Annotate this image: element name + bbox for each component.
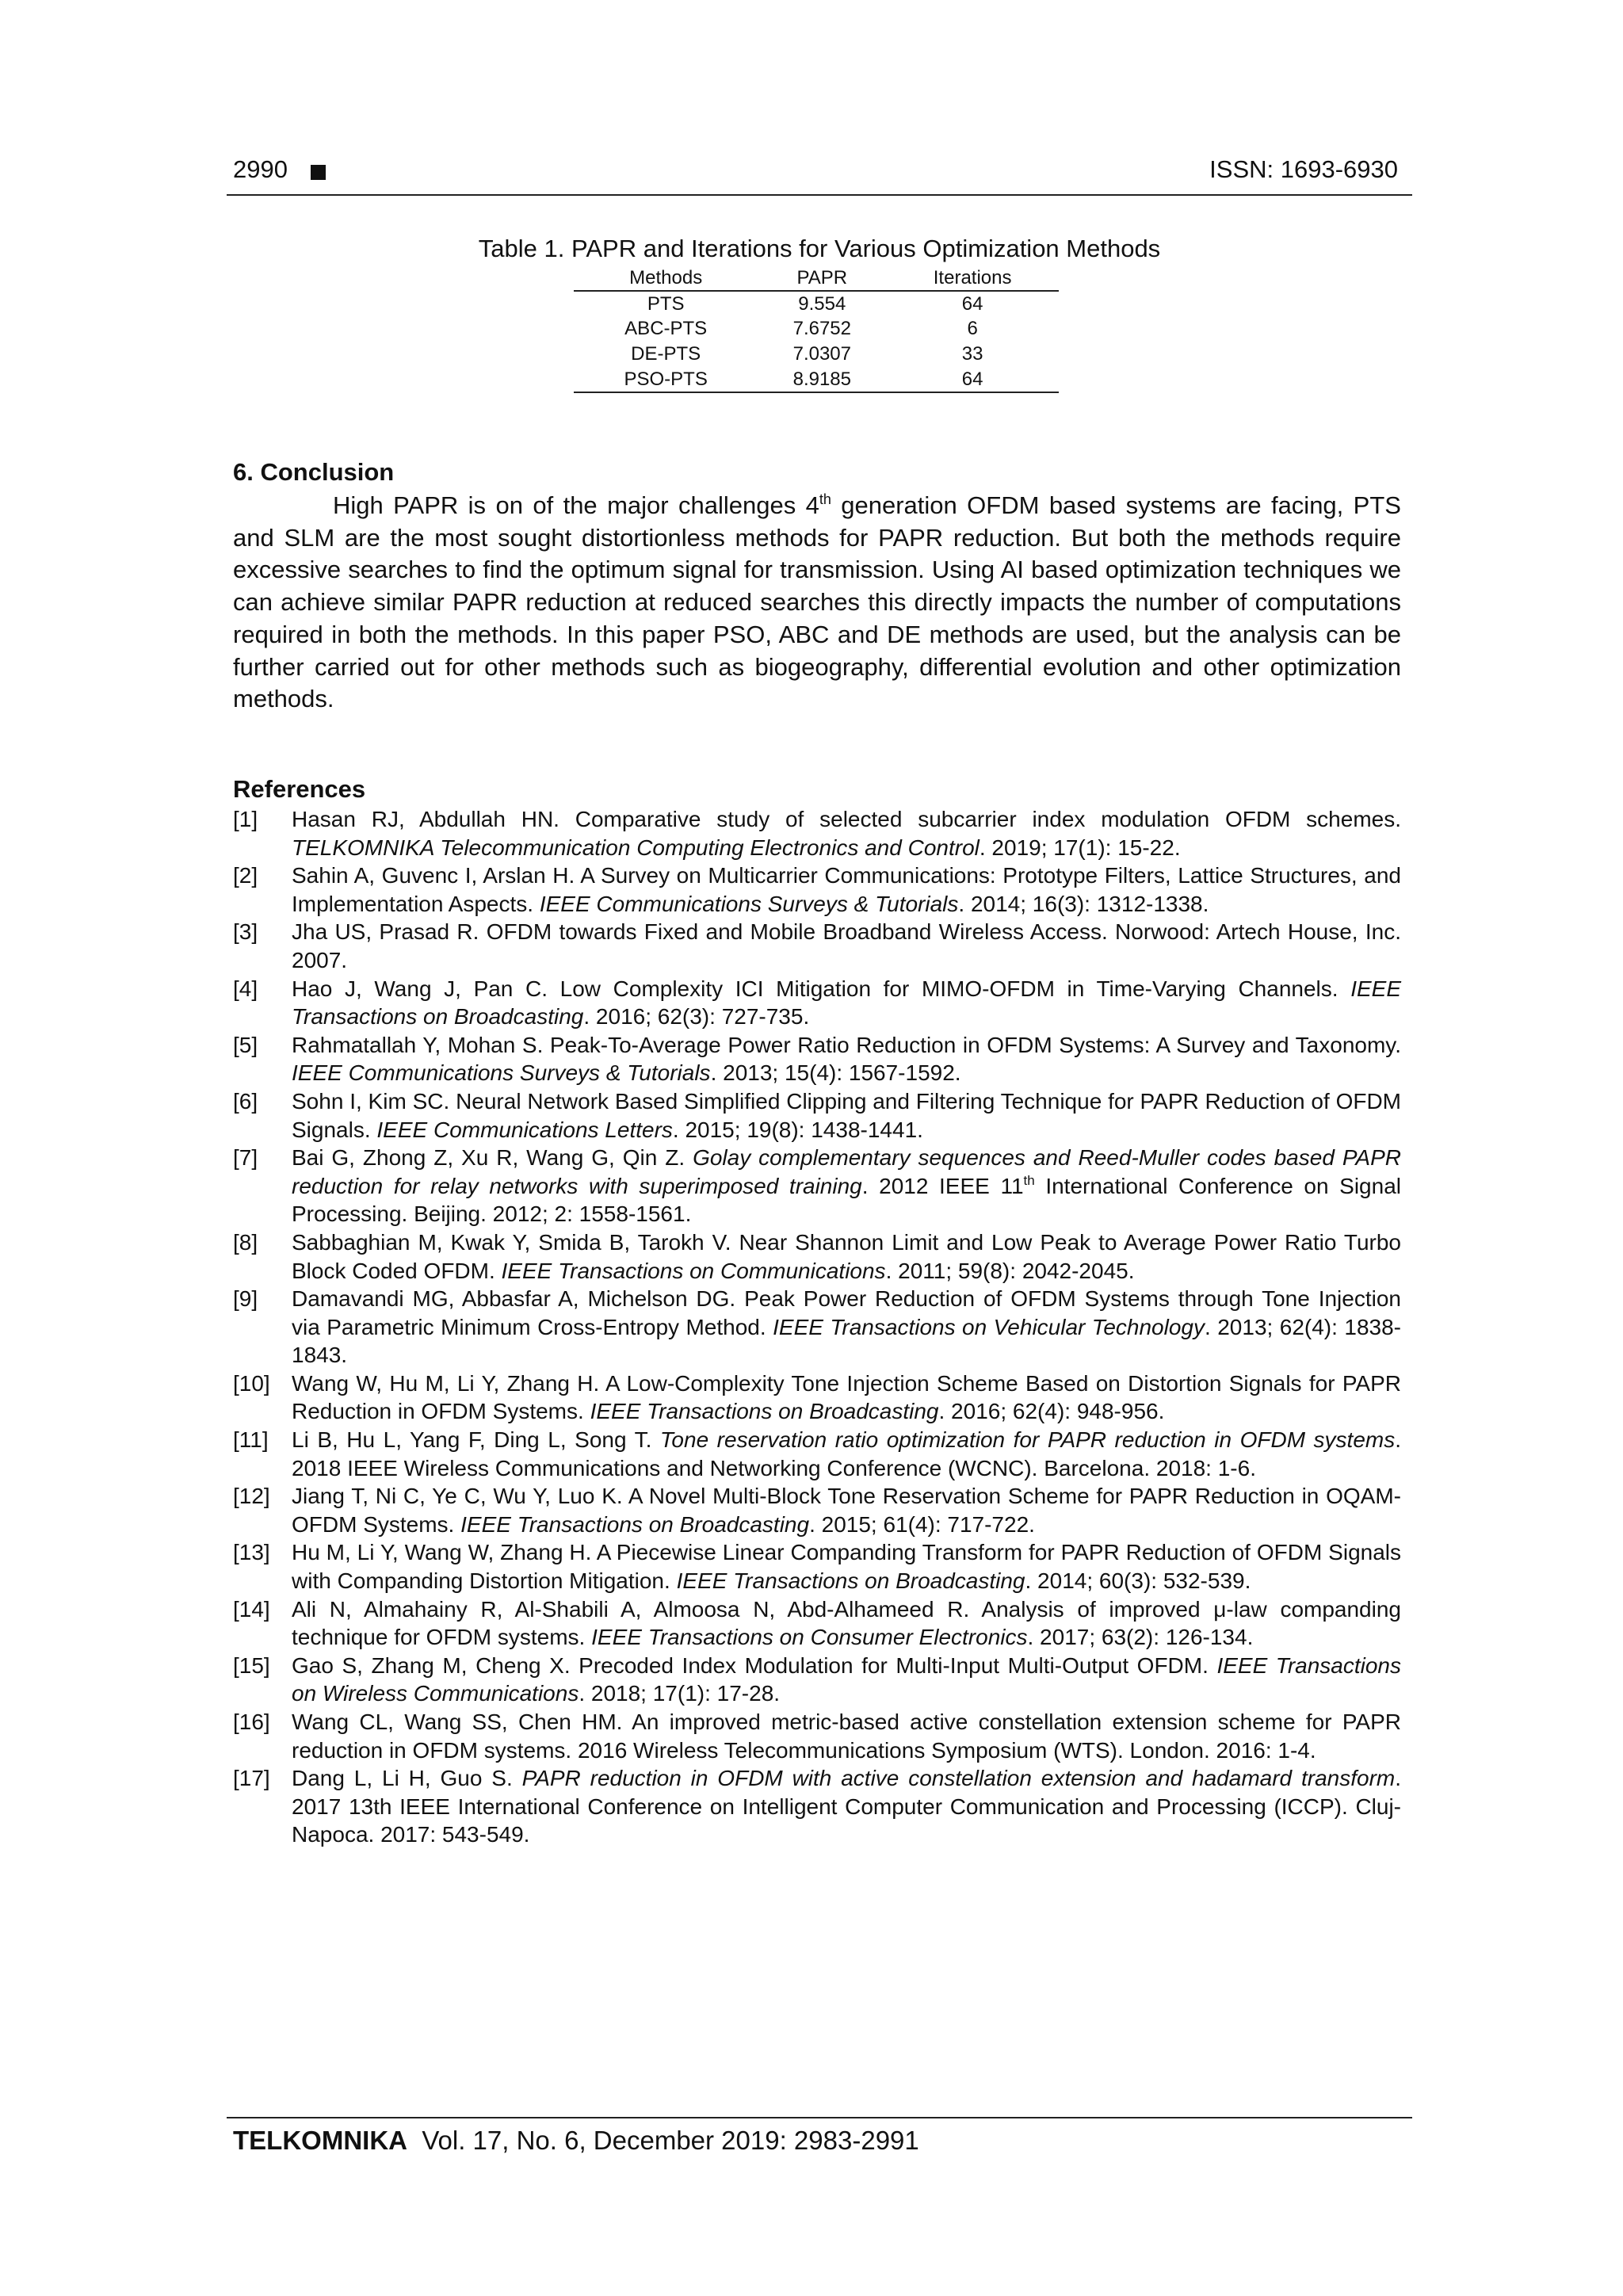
reference-text-part: Hu M, Li Y, Wang W, Zhang H. A Piecewise Linear Companding Transform for PAPR Reduction of OFDM Signals with Companding Distortion Mitigation. <box>292 1540 1401 1594</box>
reference-text-part: Jiang T, Ni C, Ye C, Wu Y, Luo K. A Novel Multi-Block Tone Reservation Scheme for PAPR Reduction in OQAM-OFDM Systems. <box>292 1484 1401 1537</box>
issue-info: Vol. 17, No. 6, December 2019: 2983-2991 <box>422 2126 919 2155</box>
reference-item <box>233 975 1401 1031</box>
reference-italic-part: IEEE Transactions on Communications <box>501 1258 886 1283</box>
square-bullet-icon <box>311 165 326 180</box>
reference-text <box>292 1426 1401 1482</box>
reference-italic-part: IEEE Communications Letters <box>376 1117 673 1142</box>
reference-item <box>233 1595 1401 1652</box>
reference-italic-part: IEEE Communications Surveys & Tutorials <box>539 891 959 916</box>
reference-text-part: . 2015; 61(4): 717-722. <box>809 1511 1035 1537</box>
reference-text-part: Bai G, Zhong Z, Xu R, Wang G, Qin Z. <box>292 1145 693 1171</box>
reference-text-part: . 2014; 60(3): 532-539. <box>1025 1568 1251 1594</box>
reference-text-part: Damavandi MG, Abbasfar A, Michelson DG. Peak Power Reduction of OFDM Systems through Tone Injection via Parametric Minimum Cross-Entropy Method. <box>292 1286 1401 1339</box>
reference-text <box>292 1228 1401 1285</box>
issn-label: ISSN: 1693-6930 <box>1209 155 1398 183</box>
reference-text <box>292 1652 1401 1708</box>
reference-text-part: . 2017 13th IEEE International Conference on Intelligent Computer Communication and Processing (ICCP). Cluj-Napoca. 2017: 543-549. <box>292 1766 1401 1847</box>
table-cell: 8.9185 <box>758 367 886 392</box>
reference-item <box>233 805 1401 861</box>
table-row <box>574 316 1059 342</box>
reference-text-part: . 2018; 17(1): 17-28. <box>579 1681 781 1706</box>
reference-italic-part: Golay complementary sequences and Reed-Muller codes based PAPR reduction for relay networks with superimposed training <box>292 1145 1402 1198</box>
table-header-iterations: Iterations <box>886 266 1059 291</box>
table-caption: Table 1. PAPR and Iterations for Various Optimization Methods <box>478 235 1161 262</box>
reference-text <box>292 1708 1401 1764</box>
reference-item <box>233 1370 1401 1426</box>
reference-text-part: . 2016; 62(3): 727-735. <box>583 1004 810 1030</box>
reference-item <box>233 1482 1401 1538</box>
reference-number: [15] <box>233 1652 270 1678</box>
reference-item <box>233 1228 1401 1285</box>
reference-text-part: Wang W, Hu M, Li Y, Zhang H. A Low-Complexity Tone Injection Scheme Based on Distortion Signals for PAPR Reduction in OFDM Systems. <box>292 1370 1401 1424</box>
reference-text <box>292 1144 1401 1228</box>
reference-text-part: . 2018 IEEE Wireless Communications and Networking Conference (WCNC). Barcelona. 2018: 1-6. <box>292 1427 1401 1480</box>
reference-number: [10] <box>233 1370 270 1396</box>
table-row <box>574 367 1059 392</box>
reference-text-part: . 2017; 63(2): 126-134. <box>1027 1625 1254 1650</box>
journal-name: TELKOMNIKA <box>233 2126 407 2155</box>
reference-list <box>233 805 1401 1849</box>
reference-text <box>292 1538 1401 1595</box>
reference-text <box>292 1087 1401 1144</box>
reference-text-part: Sabbaghian M, Kwak Y, Smida B, Tarokh V. Near Shannon Limit and Low Peak to Average Power Ratio Turbo Block Coded OFDM. <box>292 1229 1401 1283</box>
table-cell: 33 <box>961 343 983 365</box>
reference-number: [7] <box>233 1145 258 1171</box>
reference-number: [12] <box>233 1484 270 1509</box>
reference-italic-part: IEEE Communications Surveys & Tutorials <box>292 1060 711 1086</box>
reference-text-part: Li B, Hu L, Yang F, Ding L, Song T. <box>292 1427 660 1453</box>
reference-text-part: Jha US, Prasad R. OFDM towards Fixed and Mobile Broadband Wireless Access. Norwood: Artech House, Inc. 2007. <box>292 919 1401 972</box>
page-header <box>227 155 1412 197</box>
reference-item <box>233 1538 1401 1595</box>
reference-text-part: . 2016; 62(4): 948-956. <box>938 1399 1165 1424</box>
table-cell: 6 <box>967 318 978 339</box>
reference-item <box>233 1087 1401 1144</box>
reference-number: [14] <box>233 1596 270 1622</box>
reference-item <box>233 1708 1401 1764</box>
table-cell: 7.6752 <box>792 318 851 339</box>
reference-text-part: Gao S, Zhang M, Cheng X. Precoded Index Modulation for Multi-Input Multi-Output OFDM. <box>292 1652 1217 1678</box>
reference-text-part: . 2011; 59(8): 2042-2045. <box>885 1258 1135 1283</box>
reference-text <box>292 1370 1401 1426</box>
table-row <box>574 342 1059 367</box>
reference-italic-part: IEEE Transactions on Broadcasting <box>676 1568 1025 1594</box>
reference-text-part: . 2012 IEEE 11 <box>861 1173 1024 1198</box>
reference-number: [3] <box>233 919 258 945</box>
reference-text-part: Ali N, Almahainy R, Al-Shabili A, Almoosa N, Abd-Alhameed R. Analysis of improved μ-law companding technique for OFDM systems. <box>292 1596 1401 1650</box>
reference-text <box>292 1595 1401 1652</box>
page-footer <box>233 2126 919 2156</box>
table-header-row <box>574 266 1059 291</box>
reference-number: [17] <box>233 1766 270 1791</box>
conclusion-heading: 6. Conclusion <box>233 458 395 486</box>
reference-italic-part: TELKOMNIKA Telecommunication Computing Electronics and Control <box>292 835 980 860</box>
reference-item <box>233 1426 1401 1482</box>
reference-number: [4] <box>233 976 258 1001</box>
page-number: 2990 <box>233 155 288 183</box>
reference-italic-part: PAPR reduction in OFDM with active constellation extension and hadamard transform <box>521 1766 1396 1791</box>
reference-number: [13] <box>233 1540 270 1565</box>
table-header-papr: PAPR <box>758 266 886 291</box>
reference-item <box>233 1764 1401 1849</box>
reference-text-part: Hao J, Wang J, Pan C. Low Complexity ICI Mitigation for MIMO-OFDM in Time-Varying Channels. <box>292 976 1351 1001</box>
reference-text-part: Dang L, Li H, Guo S. <box>292 1766 522 1791</box>
reference-text-part: . 2014; 16(3): 1312-1338. <box>958 891 1209 916</box>
table-header-methods: Methods <box>574 266 758 291</box>
reference-item <box>233 1031 1401 1087</box>
reference-text-part: Sohn I, Kim SC. Neural Network Based Simplified Clipping and Filtering Technique for PAPR Reduction of OFDM Signals. <box>292 1088 1401 1142</box>
reference-item <box>233 861 1401 918</box>
reference-text <box>292 918 1401 974</box>
reference-item <box>233 1652 1401 1708</box>
reference-number: [5] <box>233 1032 258 1057</box>
header-divider <box>227 194 1412 196</box>
conclusion-superscript: th <box>819 491 831 507</box>
table-cell: ABC-PTS <box>624 318 708 339</box>
conclusion-paragraph <box>233 490 1401 716</box>
reference-text-part: Hasan RJ, Abdullah HN. Comparative study of selected subcarrier index modulation OFDM schemes. <box>292 807 1401 831</box>
reference-text-part: Rahmatallah Y, Mohan S. Peak-To-Average Power Ratio Reduction in OFDM Systems: A Survey and Taxonomy. <box>292 1032 1401 1057</box>
reference-text-part: . 2015; 19(8): 1438-1441. <box>672 1117 923 1142</box>
table-cell: 64 <box>886 367 1059 392</box>
reference-number: [11] <box>233 1427 269 1453</box>
reference-number: [16] <box>233 1710 270 1734</box>
footer-divider <box>227 2117 1412 2118</box>
reference-italic-part: IEEE Transactions on Broadcasting <box>460 1511 810 1537</box>
reference-number: [6] <box>233 1088 258 1114</box>
conclusion-text-part: generation OFDM based systems are facing, PTS and SLM are the most sought distortionless methods for PAPR reduction. But both the methods require excessive searches to find the optimum signal for transmission. Using AI based optimization techniques we can achieve similar PAPR reduction at reduced searches this directly impacts the number of computations required in both the methods. In this paper PSO, ABC and DE methods are used, but the analysis can be further carried out for other methods such as biogeography, differential evolution and other optimization methods. <box>233 491 1401 713</box>
reference-text <box>292 1482 1401 1538</box>
table-cell: 9.554 <box>798 292 846 315</box>
reference-italic-part: IEEE Transactions on Broadcasting <box>292 976 1401 1030</box>
reference-text-part: Wang CL, Wang SS, Chen HM. An improved metric-based active constellation extension scheme for PAPR reduction in OFDM systems. 2016 Wireless Telecommunications Symposium (WTS). London. 2016: 1-4. <box>292 1710 1401 1763</box>
reference-italic-part: IEEE Transactions on Vehicular Technology <box>773 1314 1205 1339</box>
reference-italic-part: Tone reservation ratio optimization for PAPR reduction in OFDM systems <box>659 1427 1396 1453</box>
reference-text <box>292 975 1401 1031</box>
reference-text-part: . 2019; 17(1): 15-22. <box>979 835 1181 860</box>
reference-number: [9] <box>233 1286 258 1312</box>
reference-text <box>292 1031 1401 1087</box>
conclusion-text-part: High PAPR is on of the major challenges 4 <box>333 491 819 519</box>
references-heading: References <box>233 775 366 803</box>
reference-italic-part: IEEE Transactions on Consumer Electronics <box>591 1625 1028 1650</box>
table-cell: PTS <box>647 292 685 315</box>
reference-text <box>292 861 1401 918</box>
reference-text-part: . 2013; 15(4): 1567-1592. <box>710 1060 961 1086</box>
reference-item <box>233 918 1401 974</box>
table-cell: DE-PTS <box>631 343 701 365</box>
results-table <box>574 266 1059 393</box>
reference-number: [1] <box>233 807 258 831</box>
reference-italic-part: IEEE Transactions on Broadcasting <box>590 1399 939 1424</box>
reference-text <box>292 1764 1401 1849</box>
reference-text-part: Sahin A, Guvenc I, Arslan H. A Survey on Multicarrier Communications: Prototype Filters, Lattice Structures, and Implementation Aspects. <box>292 863 1401 916</box>
reference-item <box>233 1144 1401 1228</box>
reference-text <box>292 1285 1401 1370</box>
table-cell: PSO-PTS <box>574 367 758 392</box>
reference-superscript: th <box>1023 1172 1035 1188</box>
reference-text <box>292 805 1401 861</box>
reference-item <box>233 1285 1401 1370</box>
reference-text-part: International Conference on Signal Processing. Beijing. 2012; 2: 1558-1561. <box>292 1173 1401 1227</box>
reference-text-part: . 2013; 62(4): 1838-1843. <box>292 1314 1401 1368</box>
table-row <box>574 291 1059 316</box>
reference-number: [2] <box>233 863 258 888</box>
reference-number: [8] <box>233 1229 258 1255</box>
reference-italic-part: IEEE Transactions on Wireless Communications <box>292 1652 1402 1706</box>
table-cell: 7.0307 <box>792 343 851 365</box>
table-cell: 64 <box>961 292 983 315</box>
